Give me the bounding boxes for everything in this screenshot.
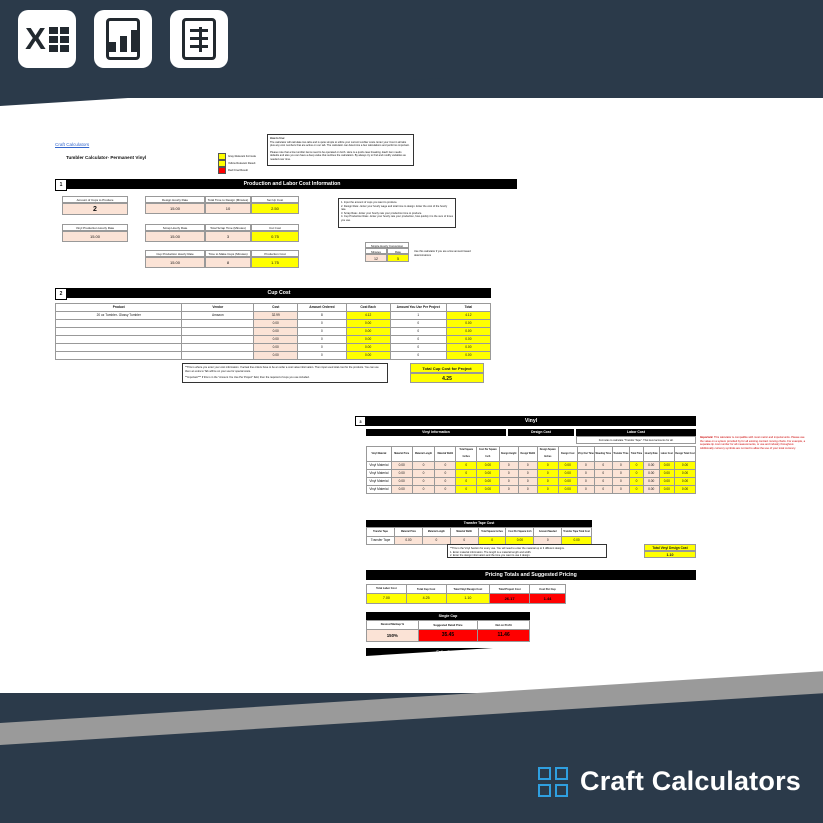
scrap-time-input[interactable]: 3 (205, 231, 251, 242)
important-side-note: Important: This calculator is compatible with most metric and imperial units. Please use the value on a system provided by for all existing contract moving charts. For example, a separate tip cost number for all measurements, or use and industry throughout. Additionally currency symbols are not tied to allow the use of your local currency. (700, 436, 806, 451)
amount-to-produce-label: Amount of Cups to Produce (62, 196, 128, 203)
vinyl-production-rate-input[interactable]: 15.00 (62, 231, 128, 242)
table-row[interactable]: 0.00 0 0.00 0 0.00 (56, 328, 491, 336)
total-vinyl-cost-value: 1.10 (644, 551, 696, 558)
setup-cost-label: Set Up Cost (251, 196, 299, 203)
amount-to-produce-input[interactable]: 2 (62, 203, 128, 215)
scrap-time-label: Total Scrap Time (Minutes) (205, 224, 251, 231)
cup-production-rate-input[interactable]: 15.00 (145, 257, 205, 268)
sheets-icon[interactable] (170, 10, 228, 68)
simple-hourly-minutes-input[interactable]: 12 (365, 254, 387, 262)
vinyl-row[interactable]: Vinyl Material 0.00 0 0 0 0.00 0 0 0 0.00 0 0 0 0 0.00 0.00 0.00 (367, 486, 696, 494)
excel-icon[interactable]: X (18, 10, 76, 68)
design-time-input[interactable]: 10 (205, 203, 251, 214)
vinyl-production-rate-label: Vinyl Production Hourly Rate (62, 224, 128, 231)
page-title: Tumbler Calculator- Permanent Vinyl (66, 155, 147, 160)
pricing-header: Pricing Totals and Suggested Pricing (366, 570, 696, 580)
section-3-header: Vinyl (366, 416, 696, 426)
section-1-number: 1 (55, 179, 67, 191)
table-row[interactable]: 20 oz Tumbler- Glossy Tumbler Amazon 32.99 8 4.12 1 4.12 (56, 312, 491, 320)
vinyl-table (366, 446, 696, 494)
simple-hourly-col-2: Rate (387, 248, 409, 254)
total-cup-cost-label: Total Cup Cost for Project (410, 363, 484, 373)
design-cost-group-header: Design Cost (508, 429, 574, 436)
section-1-header: Production and Labor Cost Information (67, 179, 517, 189)
cup-cost-table (55, 303, 491, 360)
single-cup-table (366, 620, 530, 642)
brand-name: Craft Calculators (580, 766, 801, 796)
production-cost-label: Production Cost (251, 250, 299, 257)
scrap-hourly-rate-input[interactable]: 15.00 (145, 231, 205, 242)
spreadsheet-content (0, 98, 823, 718)
how-to-use-box (267, 134, 414, 166)
app-icon-row (18, 10, 228, 68)
how-to-use-title: How to Use: (270, 137, 285, 140)
vinyl-group-header: Vinyl Information (366, 429, 506, 436)
brand-lockup (538, 766, 801, 797)
single-cup-header-row: Desired Markup % Suggested Retail Price Net on Profit (367, 621, 530, 630)
vinyl-row[interactable]: Vinyl Material 0.00 0 0 0 0.00 0 0 0 0.00 0 0 0 0 0.00 0.00 0.00 (367, 478, 696, 486)
chart-icon[interactable] (94, 10, 152, 68)
design-time-label: Total Time to Design (Minutes) (205, 196, 251, 203)
section-2-header: Cup Cost (67, 288, 491, 298)
section-1-instructions: 1. Input the amount of cups you want to produce. 2. Design Rate:- Enter your hourly wage and total time to design. Enter the cost of the hourly rate. 3. Scrap Rate:- Enter your hourly rate your production time to produce. 4. Cup Production Rate:- Enter your hourly rate your production, how quickly it is the sum of times you use. (338, 198, 456, 228)
single-cup-header: Single Cup (366, 612, 530, 620)
design-hourly-rate-label: Design Hourly Rate (145, 196, 205, 203)
how-to-use-body: The calculator will calculate two tabs and is quite simple to utilize your current tumbler costs. Enter your Cost in all tabs plus any cost numbers that are active on our tab. The calculator can determine a few calculations and performs important. (270, 140, 410, 148)
table-header-row: Product Vendor Cost Amount Ordered Cost Each Amount You Use Per Project Total (56, 304, 491, 312)
section-3-number: 3 (355, 416, 366, 426)
design-hourly-rate-input[interactable]: 15.00 (145, 203, 205, 214)
simple-hourly-title: Simple Hourly Conversion (365, 242, 409, 248)
time-to-make-cups-input[interactable]: 8 (205, 257, 251, 268)
pricing-header-row: Total Labor Cost Total Cup Cost Total Vinyl Design Cost Total Project Cost Cost Per Cup (367, 585, 566, 594)
total-vinyl-cost-label: Total Vinyl Design Cost (644, 544, 696, 551)
setup-cost-value: 2.50 (251, 203, 299, 214)
scrap-hourly-rate-label: Scrap Hourly Rate (145, 224, 205, 231)
pricing-values-row: 7.00 4.25 1.10 26.17 1.44 (367, 594, 566, 604)
vinyl-table-header: Vinyl Material Material Price Material Length Material Width Total Square Inches Cost Per Square Inch Design Height Design Width Design Square Inches Design Cost Vinyl Cut Time Weeding Time Transfer Time Total Time Hourly Rate Labor Cost Design Total Cost (367, 447, 696, 462)
table-row[interactable]: 0.00 0 0.00 0 0.00 (56, 352, 491, 360)
simple-hourly-rate-value: 5 (387, 254, 409, 262)
table-row[interactable]: 0.00 0 0.00 0 0.00 (56, 344, 491, 352)
section-3-notes: **This is the Vinyl Section for every use. You will need to enter the material up to 3 different designs. 1. Enter material information. The length is a material length and width. 2. Enter the design information and the time you want to use it design. (447, 544, 607, 558)
labor-cost-note: Formulas to calculate "Transfer Tape". That level accounts for all. (576, 436, 696, 444)
time-to-make-cups-label: Time to Make Cups (Minutes) (205, 250, 251, 257)
spreadsheet-canvas (0, 98, 823, 718)
how-to-use-body-2: Please note that a few tumbler items need to be operated on both. Here is a quick case breaking. Each item needs defaults and also you can have a deep value that outlines the calculation. By always try to find and modify variables as needed over time. (270, 150, 406, 161)
vinyl-row[interactable]: Vinyl Material 0.00 0 0 0 0.00 0 0 0 0.00 0 0 0 0 0.00 0.00 0.00 (367, 470, 696, 478)
cup-production-rate-label: Cup Production Hourly Rate (145, 250, 205, 257)
pricing-totals-table (366, 584, 566, 604)
top-band (0, 0, 823, 78)
transfer-tape-table (366, 527, 592, 545)
transfer-tape-header: Transfer Tape Cost (366, 520, 592, 527)
labor-cost-group-header: Labor Cost (576, 429, 696, 436)
cut-cost-value: 0.75 (251, 231, 299, 242)
cut-cost-label: Cut Cost (251, 224, 299, 231)
simple-hourly-note: Use this calculator if you are a few amount based determinations (414, 250, 471, 257)
vinyl-row[interactable]: Vinyl Material 0.00 0 0 0 0.00 0 0 0 0.00 0 0 0 0 0.00 0.00 0.00 (367, 462, 696, 470)
production-cost-value: 1.75 (251, 257, 299, 268)
simple-hourly-col-1: Minutes (365, 248, 387, 254)
single-cup-values-row[interactable]: 150% 35.45 11.46 (367, 630, 530, 642)
transfer-tape-header-row: Transfer Tape Material Price Material Length Material Width Total Square Inches Cost Per Square Inch Amount Needed Transfer Tape Total Cost (367, 528, 592, 537)
total-cup-cost-value: 4.25 (410, 373, 484, 383)
transfer-tape-row[interactable]: Transfer Tape 0.00 0 0 0 0.00 0 0.00 (367, 537, 592, 545)
craft-calculators-logo-icon (538, 767, 568, 797)
section-2-number: 2 (55, 288, 67, 300)
section-2-footnotes: **This is where you enter your cost information. If actual line orders have to be an order a cost value information. Then input used total cost for the products. You can use them an extra to Tab will be on your use for special costs. **Important*** If this is in the "Amount You Use Per Project" field, then the required of cups you use included. (182, 363, 388, 383)
color-legend: Gray Relevant Formula Yellow Relevant Result Red Final Result (218, 153, 266, 174)
sheet-header-link[interactable]: Craft Calculators (55, 142, 90, 147)
table-row[interactable]: 0.00 0 0.00 0 0.00 (56, 320, 491, 328)
table-row[interactable]: 0.00 0 0.00 0 0.00 (56, 336, 491, 344)
